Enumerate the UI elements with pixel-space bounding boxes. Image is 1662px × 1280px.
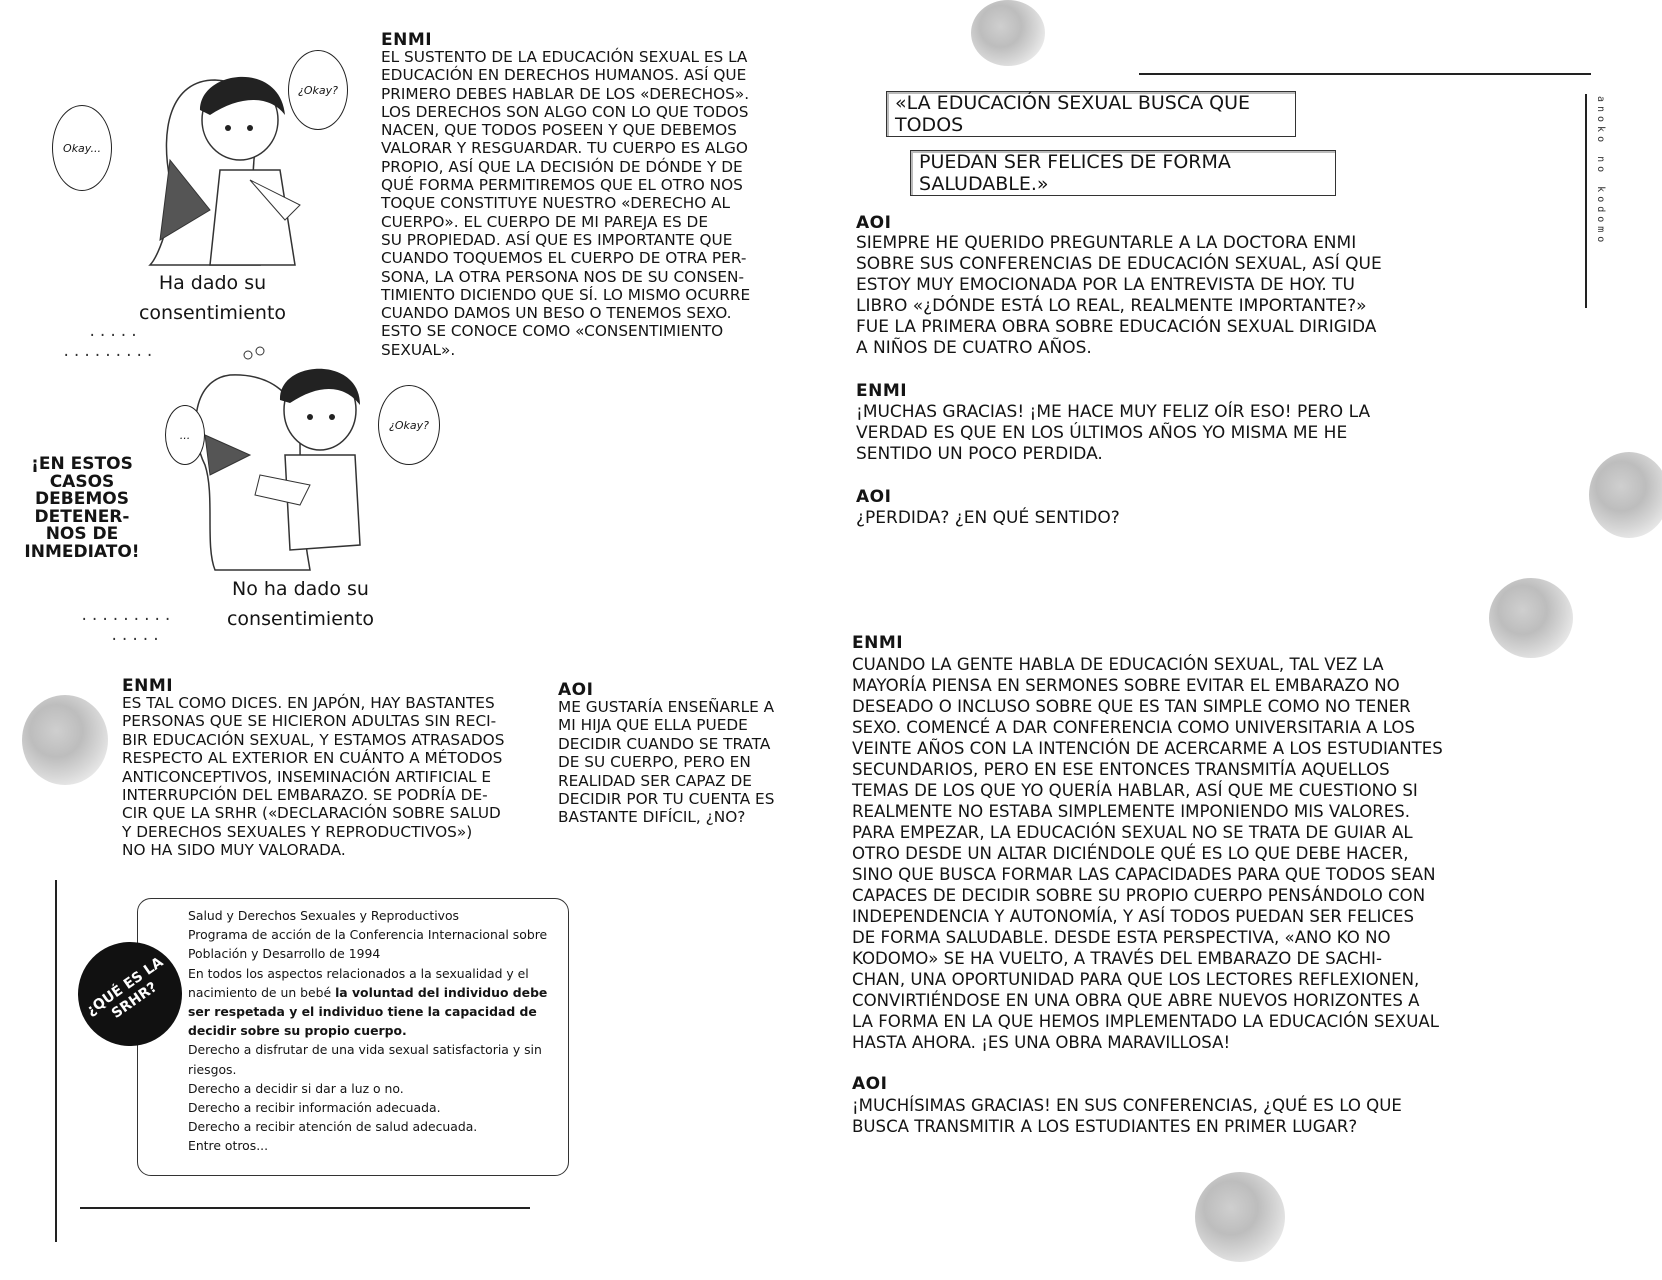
text-line: NO HA SIDO MUY VALORADA. [122,841,346,860]
quote-box-line2: PUEDAN SER FELICES DE FORMA SALUDABLE.» [910,150,1336,196]
text-line: VEINTE AÑOS CON LA INTENCIÓN DE ACERCARME A LOS ESTUDIANTES [852,739,1443,758]
text-line: CUANDO LA GENTE HABLA DE EDUCACIÓN SEXUAL, TAL VEZ LA [852,655,1384,674]
dialogue-text [856,402,1416,465]
dialogue-text [381,48,791,359]
srhr-program: Programa de acción de la Conferencia Internacional sobre Población y Desarrollo de 1994 [188,927,548,962]
speaker-label: ENMI [852,633,904,653]
text-line: REALMENTE NO ESTABA SIMPLEMENTE IMPONIENDO MIS VALORES. [852,802,1411,821]
dialogue-text [852,1095,1492,1137]
text-line: ME GUSTARÍA ENSEÑARLE A [558,698,775,716]
text-line: Y DERECHOS SEXUALES Y REPRODUCTIVOS») [122,822,473,841]
text-line: DECIDIR CUANDO SE TRATA [558,734,771,753]
text-line: LIBRO «¿DÓNDE ESTÁ LO REAL, REALMENTE IMPORTANTE?» [856,296,1367,316]
speaker-label: ENMI [122,676,174,696]
text-line: DE SU CUERPO, PERO EN [558,753,751,772]
text-line: DECIDIR POR TU CUENTA ES [558,790,775,809]
srhr-right: Derecho a recibir información adecuada. [188,1100,441,1116]
dialogue-text [856,508,1416,529]
text-line: SU PROPIEDAD. ASÍ QUE ES IMPORTANTE QUE [381,230,733,249]
illustration-consent-not-given [160,345,450,575]
exclaim-line: NOS DE [45,524,119,544]
text-line: ¿PERDIDA? ¿EN QUÉ SENTIDO? [856,508,1120,528]
text-line: VERDAD ES QUE EN LOS ÚLTIMOS AÑOS YO MISMA ME HE [856,423,1348,443]
text-line: INDEPENDENCIA Y AUTONOMÍA, Y ASÍ TODOS PUEDAN SER FELICES [852,907,1415,926]
text-line: SEXO. COMENCÉ A DAR CONFERENCIA COMO UNIVERSITARIA A LOS [852,718,1416,737]
horizontal-rule [1139,73,1591,75]
vertical-rule [55,880,57,1242]
text-line: SENTIDO UN POCO PERDIDA. [856,444,1103,464]
srhr-aspects-pre: En todos los aspectos relacionados a la sexualidad y el nacimiento de un bebé [188,965,529,1000]
text-line: NACEN, QUE TODOS POSEEN Y QUE DEBEMOS [381,121,737,140]
vertical-rule [1585,94,1587,308]
caption-line: consentimiento [138,302,287,324]
decor-dots: ········· [62,348,156,364]
text-line: ESTOY MUY EMOCIONADA POR LA ENTREVISTA DE HOY. TU [856,275,1355,295]
srhr-right: Derecho a disfrutar de una vida sexual satisfactoria y sin riesgos. [188,1042,542,1077]
srhr-right: Derecho a recibir atención de salud adecuada. [188,1119,478,1135]
text-line: SIEMPRE HE QUERIDO PREGUNTARLE A LA DOCTORA ENMI [856,233,1357,253]
dialogue-text [122,694,542,860]
text-line: ESTO SE CONOCE COMO «CONSENTIMIENTO [381,322,724,341]
srhr-badge: ¿QUÉ ES LA SRHR? [58,922,203,1067]
caption-line: Ha dado su [158,272,267,294]
text-line: REALIDAD SER CAPAZ DE [558,771,752,790]
speaker-label: AOI [856,487,892,507]
text-line: CIR QUE LA SRHR («DECLARACIÓN SOBRE SALUD [122,804,501,823]
right-page [831,0,1662,1280]
caption-line: consentimiento [226,608,375,630]
side-label: anoko no kodomo [1595,96,1606,247]
srhr-right: Derecho a decidir si dar a luz o no. [188,1080,404,1096]
exclamation-stop [24,456,140,561]
text-line: EL SUSTENTO DE LA EDUCACIÓN SEXUAL ES LA [381,48,748,66]
watercolor-stain [22,695,108,785]
text-line: CUANDO TOQUEMOS EL CUERPO DE OTRA PER- [381,249,747,268]
decor-dots: ····· [88,328,141,344]
srhr-text [188,906,563,1156]
text-line: MAYORÍA PIENSA EN SERMONES SOBRE EVITAR EL EMBARAZO NO [852,676,1400,695]
quote-box-line1: «LA EDUCACIÓN SEXUAL BUSCA QUE TODOS [886,91,1296,137]
text-line: LOS DERECHOS SON ALGO CON LO QUE TODOS [381,102,749,121]
text-line: SOBRE SUS CONFERENCIAS DE EDUCACIÓN SEXUAL, ASÍ QUE [856,254,1382,274]
exclaim-line: DETENER- [34,506,130,527]
text-line: KODOMO» SE HA VUELTO, A TRAVÉS DEL EMBARAZO DE SACHI- [852,949,1382,968]
exclaim-line: CASOS [49,471,115,492]
text-line: PARA EMPEZAR, LA EDUCACIÓN SEXUAL NO SE TRATA DE GUIAR AL [852,823,1413,842]
srhr-aspects [188,964,563,1041]
text-line: DESEADO O INCLUSO SOBRE QUE ES TAN SIMPLE COMO NO TENER [852,697,1411,716]
srhr-right: Entre otros... [188,1138,269,1154]
watercolor-stain [971,0,1045,66]
dialogue-text [856,233,1416,359]
text-line: INTERRUPCIÓN DEL EMBARAZO. SE PODRÍA DE- [122,786,488,805]
text-line: BIR EDUCACIÓN SEXUAL, Y ESTAMOS ATRASADOS [122,730,505,749]
horizontal-rule [80,1207,530,1209]
dialogue-text [852,654,1492,1053]
text-line: PERSONAS QUE SE HICIERON ADULTAS SIN RECI- [122,712,497,731]
text-line: FUE LA PRIMERA OBRA SOBRE EDUCACIÓN SEXUAL DIRIGIDA [856,317,1377,337]
text-line: SEXUAL». [381,340,456,359]
exclaim-line: INMEDIATO! [24,541,140,562]
speaker-label: AOI [852,1074,888,1094]
srhr-title: Salud y Derechos Sexuales y Reproductivos [188,908,460,923]
text-line: HASTA AHORA. ¡ES UNA OBRA MARAVILLOSA! [852,1033,1231,1052]
text-line: PROPIO, ASÍ QUE LA DECISIÓN DE DÓNDE Y DE [381,157,743,176]
text-line: EDUCACIÓN EN DERECHOS HUMANOS. ASÍ QUE [381,66,747,85]
text-line: RESPECTO AL EXTERIOR EN CUÁNTO A MÉTODOS [122,749,503,768]
caption-consent-not-given [208,574,393,634]
watercolor-stain [1489,578,1573,658]
text-line: TOQUE CONSTITUYE NUESTRO «DERECHO AL [381,194,731,213]
speaker-label: ENMI [856,381,908,401]
speaker-label: ENMI [381,30,433,50]
text-line: CAPACES DE DECIDIR SOBRE SU PROPIO CUERPO PENSÁNDOLO CON [852,886,1426,905]
text-line: VALORAR Y RESGUARDAR. TU CUERPO ES ALGO [381,139,748,158]
speech-bubble-right: ¿Okay? [288,50,348,130]
text-line: LA FORMA EN LA QUE HEMOS IMPLEMENTADO LA EDUCACIÓN SEXUAL [852,1012,1440,1031]
text-line: TEMAS DE LOS QUE YO QUERÍA HABLAR, ASÍ QUE ME CUESTIONO SI [852,781,1418,800]
speaker-label: AOI [856,213,892,233]
text-line: DE FORMA SALUDABLE. DESDE ESTA PERSPECTIVA, «ANO KO NO [852,928,1391,947]
speech-bubble-right: ¿Okay? [378,385,440,465]
text-line: BUSCA TRANSMITIR A LOS ESTUDIANTES EN PRIMER LUGAR? [852,1117,1358,1136]
watercolor-stain [1195,1172,1285,1262]
text-line: QUÉ FORMA PERMITIREMOS QUE EL OTRO NOS [381,176,743,195]
speech-bubble-left: Okay... [52,105,112,191]
text-line: BASTANTE DIFÍCIL, ¿NO? [558,808,746,827]
illustration-consent-given [50,40,370,270]
decor-dots: ········· [80,612,174,628]
text-line: ¡MUCHAS GRACIAS! ¡ME HACE MUY FELIZ OÍR ESO! PERO LA [856,402,1371,422]
text-line: CHAN, UNA OPORTUNIDAD PARA QUE LOS LECTORES REFLEXIONEN, [852,970,1420,989]
text-line: PRIMERO DEBES HABLAR DE LOS «DERECHOS». [381,84,750,103]
text-line: TIMIENTO DICIENDO QUE SÍ. LO MISMO OCURRE [381,285,751,304]
text-line: SECUNDARIOS, PERO EN ESE ENTONCES TRANSMITÍA AQUELLOS [852,760,1390,779]
exclaim-line: DEBEMOS [35,489,129,509]
speech-bubble-left: ... [165,405,205,465]
text-line: ANTICONCEPTIVOS, INSEMINACIÓN ARTIFICIAL E [122,767,492,786]
caption-line: No ha dado su [232,578,369,600]
decor-dots: ····· [110,632,163,648]
text-line: OTRO DESDE UN ALTAR DICIÉNDOLE QUÉ ES LO QUE DEBE HACER, [852,844,1409,863]
text-line: SINO QUE BUSCA FORMAR LAS CAPACIDADES PARA QUE TODOS SEAN [852,865,1436,884]
text-line: CONVIRTIÉNDOSE EN UNA OBRA QUE ABRE NUEVOS HORIZONTES A [852,991,1420,1010]
text-line: CUANDO DAMOS UN BESO O TENEMOS SEXO. [381,304,732,323]
text-line: SONA, LA OTRA PERSONA NOS DE SU CONSEN- [381,267,744,286]
text-line: MI HIJA QUE ELLA PUEDE [558,716,748,735]
dialogue-text [558,698,788,827]
text-line: A NIÑOS DE CUATRO AÑOS. [856,338,1092,358]
caption-consent-given [120,268,305,328]
watercolor-stain [1589,452,1662,538]
exclaim-line: ¡EN ESTOS [31,454,133,474]
srhr-aspects-bold: la voluntad del individuo debe ser respetada y el individuo tiene la capacidad de decidir sobre su propio cuerpo. [188,984,548,1039]
text-line: ES TAL COMO DICES. EN JAPÓN, HAY BASTANTES [122,694,495,712]
text-line: CUERPO». EL CUERPO DE MI PAREJA ES DE [381,212,709,231]
text-line: ¡MUCHÍSIMAS GRACIAS! EN SUS CONFERENCIAS, ¿QUÉ ES LO QUE [852,1096,1402,1115]
speaker-label: AOI [558,680,594,700]
